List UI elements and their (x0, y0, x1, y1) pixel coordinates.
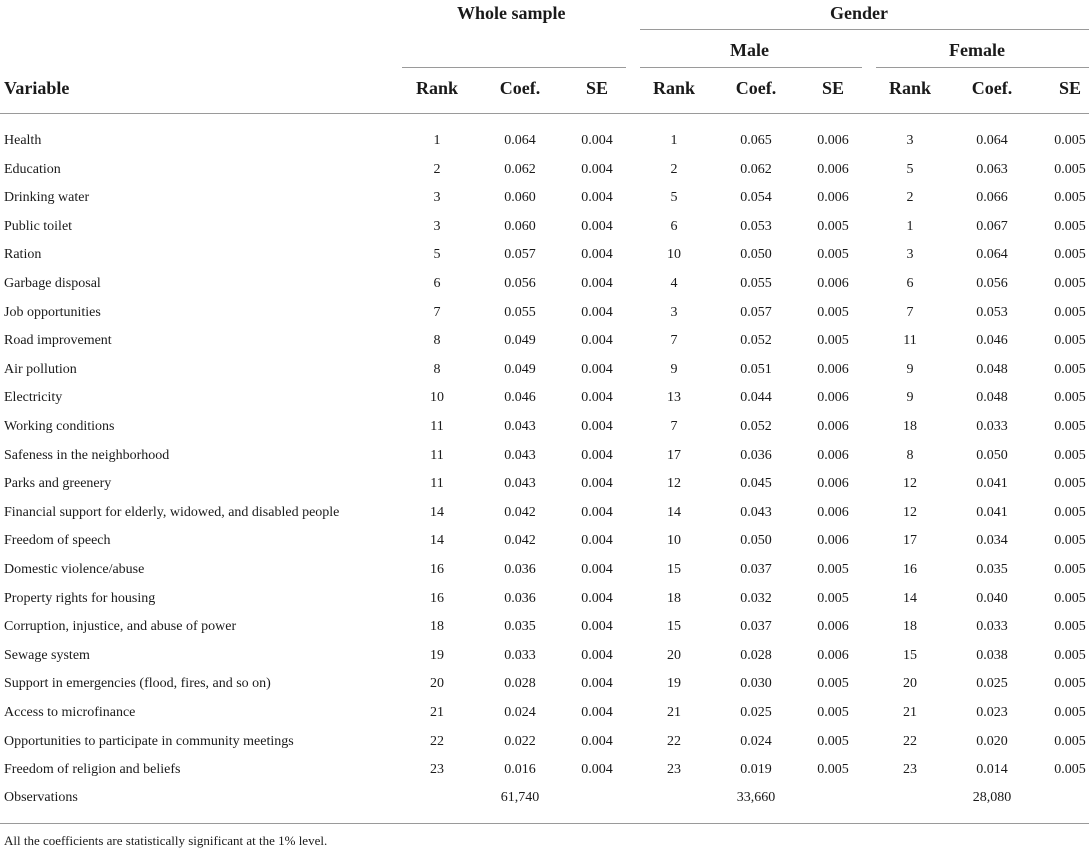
se-male-cell: 0.005 (817, 676, 849, 692)
rank-male-cell: 17 (667, 447, 681, 463)
rank-female-cell: 7 (906, 304, 914, 320)
coef-whole-cell: 0.028 (504, 676, 536, 692)
coef-female-cell: 0.050 (976, 447, 1008, 463)
rank-male-cell: 20 (667, 647, 681, 663)
header-whole-sample: Whole sample (457, 3, 566, 23)
coef-whole-cell: 0.024 (504, 705, 536, 720)
se-whole-cell: 0.004 (581, 504, 613, 520)
coef-male-cell: 0.036 (740, 447, 772, 463)
rank-female-cell: 21 (903, 705, 917, 720)
se-female-cell: 0.005 (1054, 562, 1086, 577)
se-male-cell: 0.006 (817, 276, 849, 291)
observations-label: Observations (4, 790, 78, 805)
coef-whole-cell: 0.022 (504, 733, 536, 749)
se-whole-cell: 0.004 (581, 762, 613, 778)
variable-cell: Job opportunities (4, 304, 101, 320)
se-male-cell: 0.005 (817, 333, 849, 349)
rank-male-cell: 22 (667, 733, 681, 749)
se-male-cell: 0.006 (817, 133, 849, 148)
rank-female-cell: 3 (906, 133, 914, 148)
se-whole-cell: 0.004 (581, 705, 613, 720)
variable-cell: Education (4, 161, 61, 177)
se-female-cell: 0.005 (1054, 133, 1086, 148)
se-male-cell: 0.006 (817, 190, 849, 206)
coef-whole-cell: 0.016 (504, 762, 536, 778)
rule-female (876, 67, 1089, 68)
rule-whole (402, 67, 626, 68)
coef-female-cell: 0.064 (976, 133, 1008, 148)
header-coef-whole: Coef. (499, 78, 541, 98)
coef-whole-cell: 0.043 (504, 476, 536, 492)
header-se-female: SE (1058, 78, 1082, 98)
coef-male-cell: 0.053 (740, 218, 772, 234)
coef-female-cell: 0.020 (976, 733, 1008, 749)
se-whole-cell: 0.004 (581, 676, 613, 692)
rank-female-cell: 9 (906, 361, 914, 377)
rank-female-cell: 18 (903, 419, 917, 434)
coef-female-cell: 0.053 (976, 304, 1008, 320)
se-male-cell: 0.006 (817, 533, 849, 549)
rule-table-bottom (0, 823, 1089, 824)
coef-whole-cell: 0.042 (504, 533, 536, 549)
se-male-cell: 0.005 (817, 562, 849, 577)
se-male-cell: 0.005 (817, 733, 849, 749)
rank-male-cell: 23 (667, 762, 681, 778)
coef-female-cell: 0.014 (976, 762, 1008, 778)
header-gender: Gender (830, 3, 888, 23)
rank-male-cell: 15 (667, 619, 681, 635)
variable-cell: Health (4, 133, 42, 148)
rank-whole-cell: 3 (433, 218, 441, 234)
se-whole-cell: 0.004 (581, 247, 613, 263)
coef-whole-cell: 0.042 (504, 504, 536, 520)
coef-male-cell: 0.055 (740, 276, 772, 291)
rank-whole-cell: 2 (433, 161, 441, 177)
rank-whole-cell: 14 (430, 504, 444, 520)
se-male-cell: 0.006 (817, 447, 849, 463)
rank-male-cell: 13 (667, 390, 681, 406)
rank-female-cell: 5 (906, 161, 914, 177)
rank-female-cell: 18 (903, 619, 917, 635)
rank-male-cell: 7 (670, 333, 678, 349)
coef-male-cell: 0.030 (740, 676, 772, 692)
rank-whole-cell: 1 (433, 133, 441, 148)
se-whole-cell: 0.004 (581, 590, 613, 606)
coef-male-cell: 0.043 (740, 504, 772, 520)
se-whole-cell: 0.004 (581, 419, 613, 434)
rank-whole-cell: 19 (430, 647, 444, 663)
se-male-cell: 0.005 (817, 304, 849, 320)
se-female-cell: 0.005 (1054, 247, 1086, 263)
rule-male (640, 67, 862, 68)
coef-female-cell: 0.048 (976, 390, 1008, 406)
se-whole-cell: 0.004 (581, 476, 613, 492)
coef-female-cell: 0.046 (976, 333, 1008, 349)
se-male-cell: 0.006 (817, 390, 849, 406)
variable-cell: Parks and greenery (4, 476, 112, 492)
se-male-cell: 0.006 (817, 476, 849, 492)
se-whole-cell: 0.004 (581, 190, 613, 206)
coef-whole-cell: 0.062 (504, 161, 536, 177)
coef-female-cell: 0.067 (976, 218, 1008, 234)
coef-male-cell: 0.065 (740, 133, 772, 148)
header-rank-whole: Rank (415, 78, 459, 98)
header-variable: Variable (4, 78, 70, 98)
variable-cell: Road improvement (4, 333, 112, 349)
rank-female-cell: 14 (903, 590, 917, 606)
rank-male-cell: 3 (670, 304, 678, 320)
se-female-cell: 0.005 (1054, 190, 1086, 206)
coef-whole-cell: 0.064 (504, 133, 536, 148)
variable-cell: Financial support for elderly, widowed, and disabled people (4, 504, 340, 520)
rank-whole-cell: 23 (430, 762, 444, 778)
rank-female-cell: 1 (906, 218, 914, 234)
rank-whole-cell: 10 (430, 390, 444, 406)
rank-female-cell: 22 (903, 733, 917, 749)
coef-female-cell: 0.064 (976, 247, 1008, 263)
rank-male-cell: 18 (667, 590, 681, 606)
coef-whole-cell: 0.036 (504, 562, 536, 577)
rank-whole-cell: 3 (433, 190, 441, 206)
coef-male-cell: 0.025 (740, 705, 772, 720)
rank-male-cell: 6 (670, 218, 678, 234)
variable-cell: Drinking water (4, 190, 90, 206)
rank-whole-cell: 7 (433, 304, 441, 320)
se-female-cell: 0.005 (1054, 333, 1086, 349)
coef-female-cell: 0.041 (976, 476, 1008, 492)
se-whole-cell: 0.004 (581, 390, 613, 406)
variable-cell: Ration (4, 247, 42, 263)
header-coef-male: Coef. (735, 78, 777, 98)
se-male-cell: 0.006 (817, 361, 849, 377)
se-whole-cell: 0.004 (581, 733, 613, 749)
coef-male-cell: 0.037 (740, 562, 772, 577)
coef-male-cell: 0.062 (740, 161, 772, 177)
rank-female-cell: 20 (903, 676, 917, 692)
rank-whole-cell: 8 (433, 361, 441, 377)
rank-male-cell: 5 (670, 190, 678, 206)
variable-cell: Air pollution (4, 361, 77, 377)
se-female-cell: 0.005 (1054, 705, 1086, 720)
rank-male-cell: 1 (670, 133, 678, 148)
rank-whole-cell: 11 (430, 419, 444, 434)
rank-male-cell: 19 (667, 676, 681, 692)
se-female-cell: 0.005 (1054, 304, 1086, 320)
variable-cell: Freedom of speech (4, 533, 111, 549)
variable-cell: Property rights for housing (4, 590, 156, 606)
rank-whole-cell: 8 (433, 333, 441, 349)
rank-female-cell: 11 (903, 333, 917, 349)
variable-cell: Domestic violence/abuse (4, 562, 145, 577)
se-whole-cell: 0.004 (581, 647, 613, 663)
rank-male-cell: 7 (670, 419, 678, 434)
rank-whole-cell: 21 (430, 705, 444, 720)
rank-whole-cell: 18 (430, 619, 444, 635)
coef-male-cell: 0.045 (740, 476, 772, 492)
se-male-cell: 0.005 (817, 705, 849, 720)
rank-whole-cell: 22 (430, 733, 444, 749)
se-female-cell: 0.005 (1054, 419, 1086, 434)
se-male-cell: 0.005 (817, 218, 849, 234)
se-male-cell: 0.006 (817, 619, 849, 635)
se-male-cell: 0.006 (817, 504, 849, 520)
coef-whole-cell: 0.060 (504, 218, 536, 234)
coef-male-cell: 0.028 (740, 647, 772, 663)
rank-female-cell: 9 (906, 390, 914, 406)
observations-whole: 61,740 (500, 790, 540, 805)
rank-male-cell: 4 (670, 276, 678, 291)
variable-cell: Access to microfinance (4, 705, 136, 720)
coef-male-cell: 0.024 (740, 733, 772, 749)
rank-whole-cell: 14 (430, 533, 444, 549)
rank-female-cell: 16 (903, 562, 917, 577)
rank-female-cell: 6 (906, 276, 914, 291)
se-whole-cell: 0.004 (581, 361, 613, 377)
se-female-cell: 0.005 (1054, 590, 1086, 606)
se-female-cell: 0.005 (1054, 733, 1086, 749)
se-female-cell: 0.005 (1054, 390, 1086, 406)
se-male-cell: 0.006 (817, 419, 849, 434)
coef-whole-cell: 0.035 (504, 619, 536, 635)
se-female-cell: 0.005 (1054, 161, 1086, 177)
rule-header-bottom (0, 113, 1089, 114)
footnote: All the coefficients are statistically significant at the 1% level. (4, 833, 328, 848)
coef-whole-cell: 0.056 (504, 276, 536, 291)
rank-female-cell: 12 (903, 476, 917, 492)
se-female-cell: 0.005 (1054, 218, 1086, 234)
header-male: Male (730, 40, 769, 60)
variable-cell: Sewage system (4, 647, 90, 663)
coef-female-cell: 0.040 (976, 590, 1008, 606)
observations-female: 28,080 (972, 790, 1012, 805)
se-female-cell: 0.005 (1054, 476, 1086, 492)
coef-whole-cell: 0.055 (504, 304, 536, 320)
se-female-cell: 0.005 (1054, 447, 1086, 463)
rank-male-cell: 14 (667, 504, 681, 520)
variable-cell: Garbage disposal (4, 276, 101, 291)
variable-cell: Corruption, injustice, and abuse of power (4, 619, 237, 635)
coef-male-cell: 0.057 (740, 304, 772, 320)
rank-whole-cell: 16 (430, 590, 444, 606)
se-whole-cell: 0.004 (581, 447, 613, 463)
coef-whole-cell: 0.043 (504, 447, 536, 463)
variable-cell: Opportunities to participate in community meetings (4, 733, 294, 749)
coef-female-cell: 0.033 (976, 419, 1008, 434)
rank-female-cell: 23 (903, 762, 917, 778)
se-female-cell: 0.005 (1054, 361, 1086, 377)
coef-female-cell: 0.056 (976, 276, 1008, 291)
coef-whole-cell: 0.036 (504, 590, 536, 606)
se-whole-cell: 0.004 (581, 333, 613, 349)
rank-female-cell: 17 (903, 533, 917, 549)
header-rank-female: Rank (888, 78, 932, 98)
coef-whole-cell: 0.046 (504, 390, 536, 406)
coef-female-cell: 0.034 (976, 533, 1008, 549)
se-whole-cell: 0.004 (581, 562, 613, 577)
rank-whole-cell: 11 (430, 447, 444, 463)
se-female-cell: 0.005 (1054, 619, 1086, 635)
coef-male-cell: 0.050 (740, 247, 772, 263)
coef-female-cell: 0.035 (976, 562, 1008, 577)
coef-female-cell: 0.025 (976, 676, 1008, 692)
coef-male-cell: 0.032 (740, 590, 772, 606)
se-male-cell: 0.006 (817, 161, 849, 177)
rank-male-cell: 15 (667, 562, 681, 577)
rank-female-cell: 8 (906, 447, 914, 463)
variable-cell: Electricity (4, 390, 63, 406)
coef-female-cell: 0.063 (976, 161, 1008, 177)
se-male-cell: 0.005 (817, 590, 849, 606)
coef-female-cell: 0.023 (976, 705, 1008, 720)
coef-female-cell: 0.033 (976, 619, 1008, 635)
rank-male-cell: 10 (667, 247, 681, 263)
coef-whole-cell: 0.043 (504, 419, 536, 434)
coef-male-cell: 0.044 (740, 390, 772, 406)
coef-whole-cell: 0.033 (504, 647, 536, 663)
se-whole-cell: 0.004 (581, 533, 613, 549)
header-coef-female: Coef. (971, 78, 1013, 98)
rank-female-cell: 12 (903, 504, 917, 520)
coef-male-cell: 0.051 (740, 361, 772, 377)
se-whole-cell: 0.004 (581, 619, 613, 635)
header-se-whole: SE (585, 78, 609, 98)
se-female-cell: 0.005 (1054, 504, 1086, 520)
header-female: Female (949, 40, 1005, 60)
coef-male-cell: 0.019 (740, 762, 772, 778)
se-whole-cell: 0.004 (581, 218, 613, 234)
se-whole-cell: 0.004 (581, 161, 613, 177)
se-female-cell: 0.005 (1054, 676, 1086, 692)
se-female-cell: 0.005 (1054, 762, 1086, 778)
rank-male-cell: 2 (670, 161, 678, 177)
variable-cell: Public toilet (4, 218, 73, 234)
header-se-male: SE (821, 78, 845, 98)
variable-cell: Safeness in the neighborhood (4, 447, 170, 463)
se-male-cell: 0.006 (817, 647, 849, 663)
observations-male: 33,660 (736, 790, 776, 805)
se-female-cell: 0.005 (1054, 276, 1086, 291)
coef-whole-cell: 0.049 (504, 361, 536, 377)
se-whole-cell: 0.004 (581, 304, 613, 320)
se-whole-cell: 0.004 (581, 276, 613, 291)
header-rank-male: Rank (652, 78, 696, 98)
rank-whole-cell: 11 (430, 476, 444, 492)
se-male-cell: 0.005 (817, 762, 849, 778)
coef-male-cell: 0.050 (740, 533, 772, 549)
rank-whole-cell: 20 (430, 676, 444, 692)
coef-whole-cell: 0.060 (504, 190, 536, 206)
variable-cell: Working conditions (4, 419, 115, 434)
variable-cell: Freedom of religion and beliefs (4, 762, 181, 778)
rank-whole-cell: 16 (430, 562, 444, 577)
rank-male-cell: 9 (670, 361, 678, 377)
coef-male-cell: 0.052 (740, 419, 772, 434)
se-male-cell: 0.005 (817, 247, 849, 263)
rank-male-cell: 21 (667, 705, 681, 720)
coef-male-cell: 0.037 (740, 619, 772, 635)
se-female-cell: 0.005 (1054, 533, 1086, 549)
rank-female-cell: 2 (906, 190, 914, 206)
coef-female-cell: 0.038 (976, 647, 1008, 663)
rule-gender (640, 29, 1089, 30)
variable-cell: Support in emergencies (flood, fires, and so on) (4, 676, 271, 692)
coef-male-cell: 0.054 (740, 190, 772, 206)
coef-female-cell: 0.041 (976, 504, 1008, 520)
coef-whole-cell: 0.057 (504, 247, 536, 263)
rank-female-cell: 15 (903, 647, 917, 663)
coef-whole-cell: 0.049 (504, 333, 536, 349)
rank-whole-cell: 6 (433, 276, 441, 291)
se-female-cell: 0.005 (1054, 647, 1086, 663)
rank-female-cell: 3 (906, 247, 914, 263)
rank-whole-cell: 5 (433, 247, 441, 263)
coef-male-cell: 0.052 (740, 333, 772, 349)
se-whole-cell: 0.004 (581, 133, 613, 148)
coef-female-cell: 0.048 (976, 361, 1008, 377)
coef-female-cell: 0.066 (976, 190, 1008, 206)
rank-male-cell: 10 (667, 533, 681, 549)
rank-male-cell: 12 (667, 476, 681, 492)
